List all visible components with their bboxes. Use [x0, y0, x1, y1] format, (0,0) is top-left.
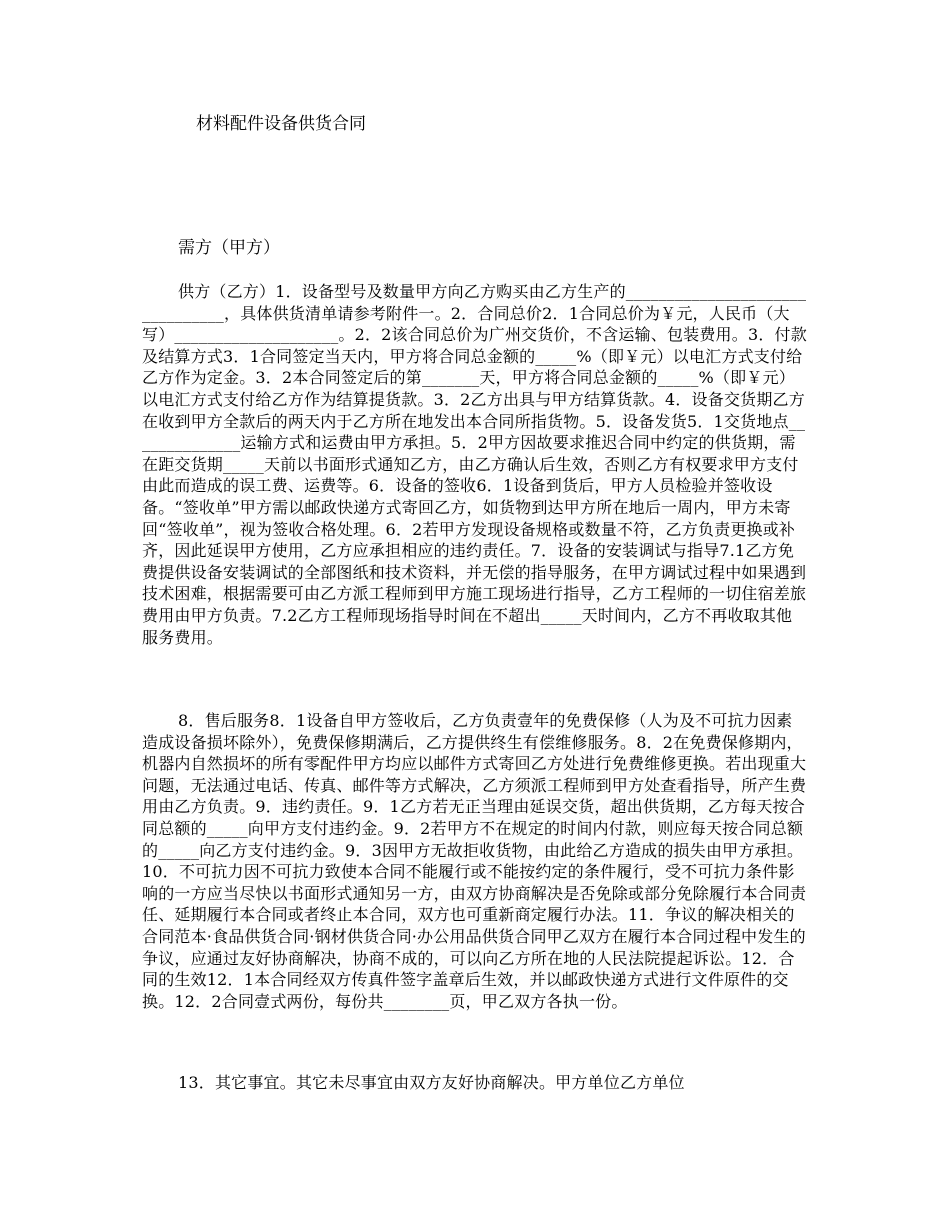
paragraph-terms-1-7: 供方（乙方）1．设备型号及数量甲方向乙方购买由乙方生产的________________________________，具体供货清单请参考附件一。2．合同总价2．1合同总价为￥元，人民币（大写）____________________。2．2该合同总价为广州交货价，不含运输、包装费用。3．付款及结算方式3．1合同签定当天内，甲方将合同总金额的_____%（即￥元）以电汇方式支付给乙方作为定金。3．2本合同签定后的第_______天，甲方将合同总金额的_____%（即￥元）以电汇方式支付给乙方作为结算提货款。3．2乙方出具与甲方结算货款。4．设备交货期乙方在收到甲方全款后的两天内于乙方所在地发出本合同所指货物。5．设备发货5．1交货地点______________运输方式和运费由甲方承担。5．2甲方因故要求推迟合同中约定的供货期，需在距交货期_____天前以书面形式通知乙方，由乙方确认后生效，否则乙方有权要求甲方支付由此而造成的误工费、运费等。6．设备的签收6．1设备到货后，甲方人员检验并签收设备。“签收单”甲方需以邮政快递方式寄回乙方，如货物到达甲方所在地后一周内，甲方未寄回“签收单”，视为签收合格处理。6．2若甲方发现设备规格或数量不符，乙方负责更换或补齐，因此延误甲方使用，乙方应承担相应的违约责任。7．设备的安装调试与指导7.1乙方免费提供设备安装调试的全部图纸和技术资料，并无偿的指导服务，在甲方调试过程中如果遇到技术困难，根据需要可由乙方派工程师到甲方施工现场进行指导，乙方工程师的一切住宿差旅费用由甲方负责。7.2乙方工程师现场指导时间在不超出_____天时间内，乙方不再收取其他服务费用。	[142, 282, 807, 647]
document-title: 材料配件设备供货合同	[196, 114, 366, 134]
paragraph-terms-8-12: 8．售后服务8．1设备自甲方签收后，乙方负责壹年的免费保修（人为及不可抗力因素造成设备损坏除外），免费保修期满后，乙方提供终生有偿维修服务。8．2在免费保修期内，机器内自然损坏的所有零配件甲方均应以邮件方式寄回乙方处进行免费维修更换。若出现重大问题，无法通过电话、传真、邮件等方式解决，乙方须派工程师到甲方处查看指导，所产生费用由乙方负责。9．违约责任。9．1乙方若无正当理由延误交货，超出供货期，乙方每天按合同总额的_____向甲方支付违约金。9．2若甲方不在规定的时间内付款，则应每天按合同总额的_____向乙方支付违约金。9．3因甲方无故拒收货物，由此给乙方造成的损失由甲方承担。10．不可抗力因不可抗力致使本合同不能履行或不能按约定的条件履行，受不可抗力条件影响的一方应当尽快以书面形式通知另一方，由双方协商解决是否免除或部分免除履行本合同责任、延期履行本合同或者终止本合同，双方也可重新商定履行办法。11．争议的解决相关的合同范本·食品供货合同·钢材供货合同·办公用品供货合同甲乙双方在履行本合同过程中发生的争议，应通过友好协商解决，协商不成的，可以向乙方所在地的人民法院提起诉讼。12．合同的生效12．1本合同经双方传真件签字盖章后生效，并以邮政快递方式进行文件原件的交换。12．2合同壹式两份，每份共________页，甲乙双方各执一份。	[142, 711, 807, 1011]
party-a-heading: 需方（甲方）	[178, 238, 280, 258]
paragraph-terms-13: 13．其它事宜。其它未尽事宜由双方友好协商解决。甲方单位乙方单位	[178, 1073, 685, 1092]
